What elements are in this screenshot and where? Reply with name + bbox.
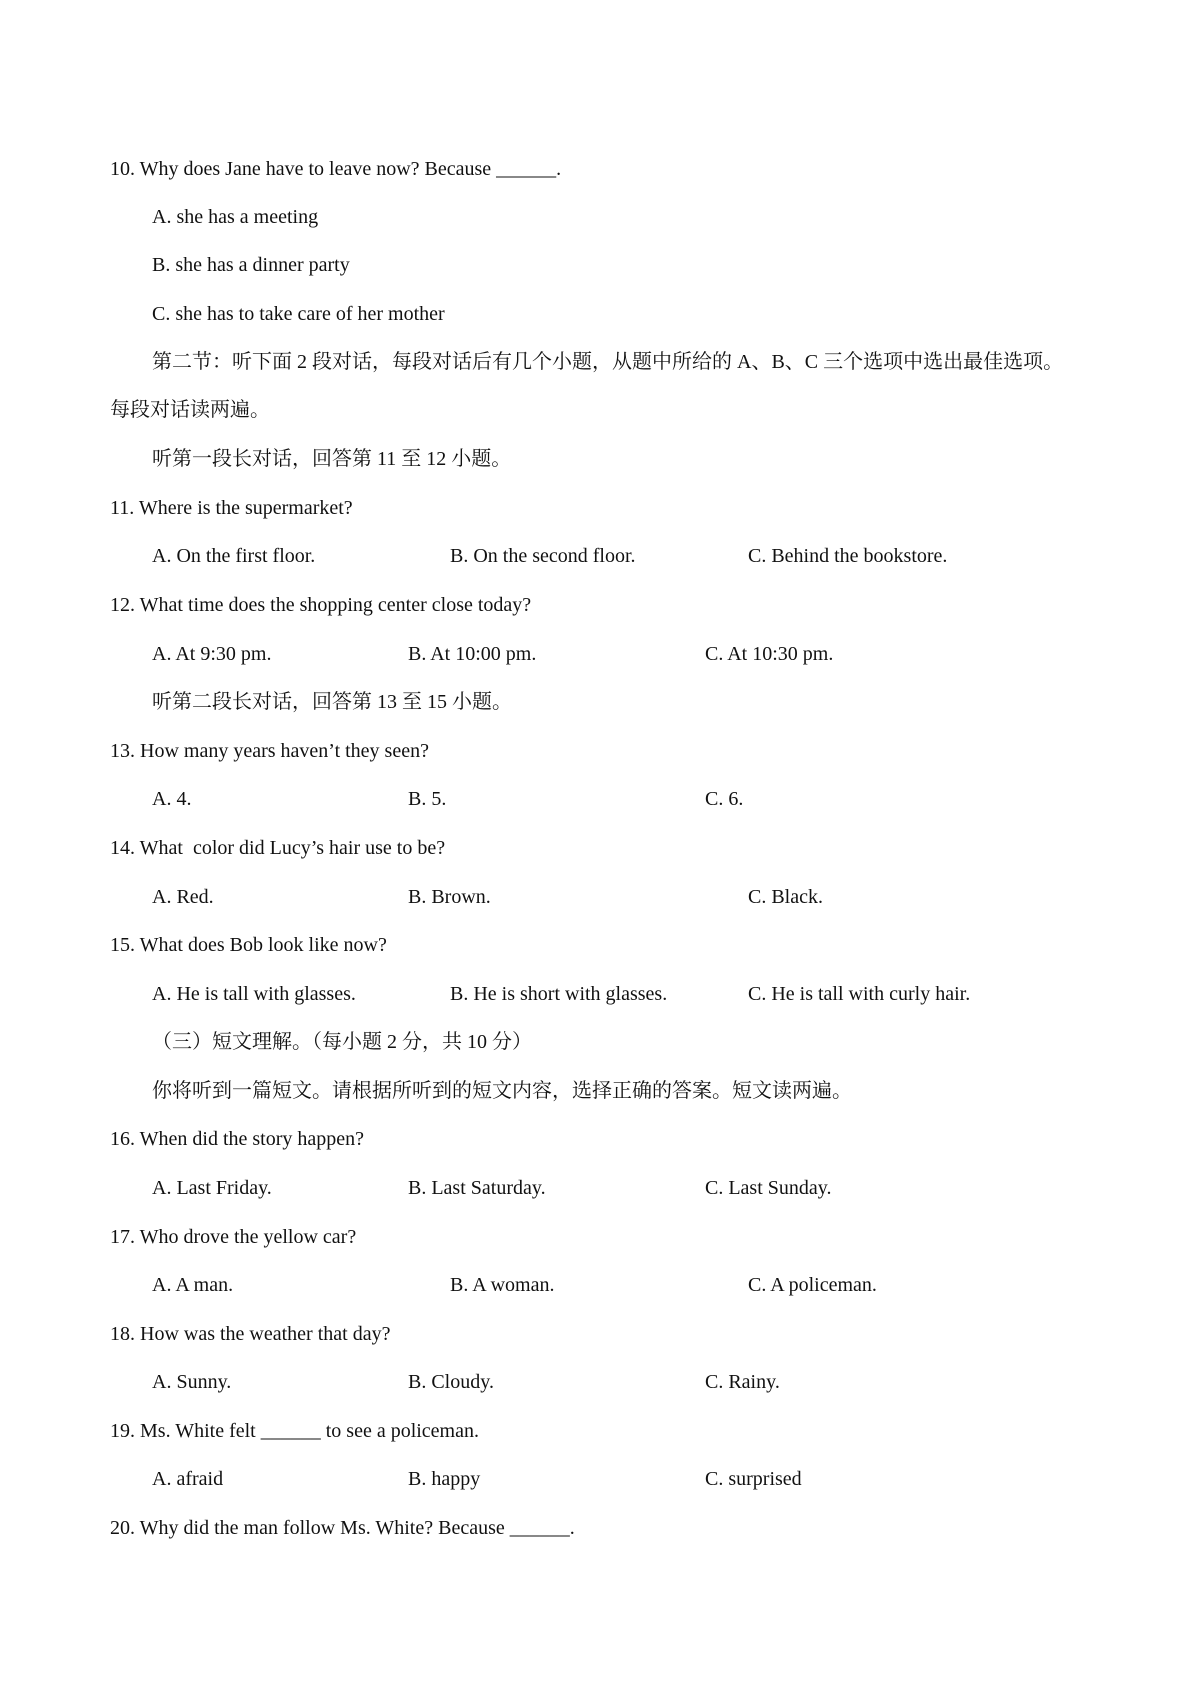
q12-option-a: A. At 9:30 pm. <box>152 643 272 665</box>
question-19: 19. Ms. White felt ______ to see a policeman. <box>110 1420 479 1442</box>
q13-option-a: A. 4. <box>152 788 192 810</box>
q14-option-b: B. Brown. <box>408 886 491 908</box>
q19-option-b: B. happy <box>408 1468 481 1490</box>
part2-instruction: 第二节：听下面 2 段对话，每段对话后有几个小题，从题中所给的 A、B、C 三个选项中选出最佳选项。 <box>152 351 1064 373</box>
question-15: 15. What does Bob look like now? <box>110 934 387 956</box>
part3-instruction: 你将听到一篇短文。请根据所听到的短文内容，选择正确的答案。短文读两遍。 <box>152 1080 852 1102</box>
dialog2-heading: 听第二段长对话，回答第 13 至 15 小题。 <box>152 691 512 713</box>
question-11: 11. Where is the supermarket? <box>110 497 353 519</box>
q15-option-c: C. He is tall with curly hair. <box>748 983 971 1005</box>
q19-option-c: C. surprised <box>705 1468 802 1490</box>
q15-option-b: B. He is short with glasses. <box>450 983 668 1005</box>
q15-option-a: A. He is tall with glasses. <box>152 983 356 1005</box>
question-13: 13. How many years haven’t they seen? <box>110 740 429 762</box>
q17-option-a: A. A man. <box>152 1274 234 1296</box>
question-17: 17. Who drove the yellow car? <box>110 1226 357 1248</box>
q16-option-c: C. Last Sunday. <box>705 1177 832 1199</box>
question-12: 12. What time does the shopping center close today? <box>110 594 532 616</box>
q19-option-a: A. afraid <box>152 1468 224 1490</box>
q10-option-c: C. she has to take care of her mother <box>152 303 445 325</box>
question-16: 16. When did the story happen? <box>110 1128 365 1150</box>
q18-option-a: A. Sunny. <box>152 1371 232 1393</box>
question-18: 18. How was the weather that day? <box>110 1323 391 1345</box>
q14-option-c: C. Black. <box>748 886 823 908</box>
q14-option-a: A. Red. <box>152 886 214 908</box>
q17-option-b: B. A woman. <box>450 1274 555 1296</box>
question-20: 20. Why did the man follow Ms. White? Because ______. <box>110 1517 575 1539</box>
q12-option-c: C. At 10:30 pm. <box>705 643 834 665</box>
q17-option-c: C. A policeman. <box>748 1274 877 1296</box>
part2-instruction-cont: 每段对话读两遍。 <box>110 399 270 421</box>
dialog1-heading: 听第一段长对话，回答第 11 至 12 小题。 <box>152 448 512 470</box>
q12-option-b: B. At 10:00 pm. <box>408 643 537 665</box>
question-10: 10. Why does Jane have to leave now? Because ______. <box>110 158 562 180</box>
q18-option-c: C. Rainy. <box>705 1371 780 1393</box>
q16-option-b: B. Last Saturday. <box>408 1177 546 1199</box>
question-14: 14. What color did Lucy’s hair use to be? <box>110 837 446 859</box>
q11-option-c: C. Behind the bookstore. <box>748 545 948 567</box>
q11-option-a: A. On the first floor. <box>152 545 316 567</box>
q10-option-a: A. she has a meeting <box>152 206 319 228</box>
q13-option-b: B. 5. <box>408 788 447 810</box>
q18-option-b: B. Cloudy. <box>408 1371 494 1393</box>
q13-option-c: C. 6. <box>705 788 744 810</box>
q10-option-b: B. she has a dinner party <box>152 254 350 276</box>
q16-option-a: A. Last Friday. <box>152 1177 272 1199</box>
q11-option-b: B. On the second floor. <box>450 545 636 567</box>
part3-title: （三）短文理解。（每小题 2 分，共 10 分） <box>152 1031 532 1053</box>
